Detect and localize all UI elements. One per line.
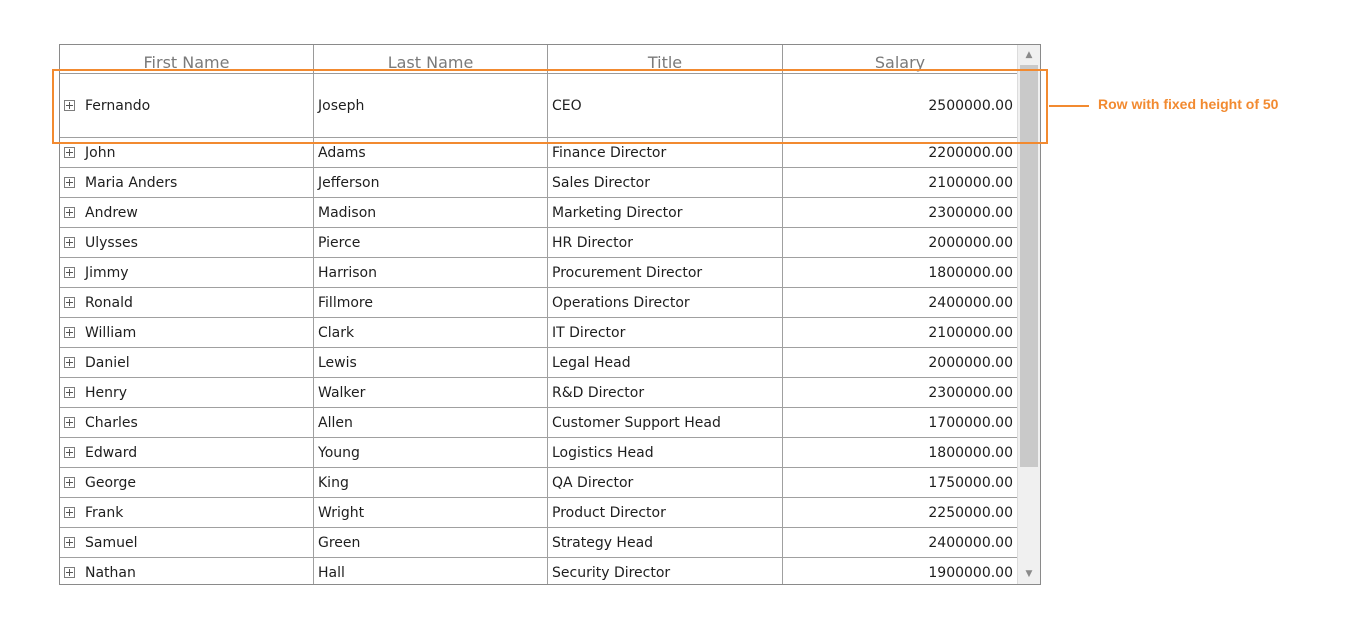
column-header-first-name[interactable]: First Name (60, 45, 314, 73)
cell-text: HR Director (552, 234, 633, 251)
expand-icon[interactable] (64, 537, 75, 548)
cell-title[interactable] (548, 498, 783, 527)
cell-text: Andrew (85, 204, 138, 221)
callout-label: Row with fixed height of 50 (1098, 96, 1279, 112)
cell-salary[interactable] (783, 498, 1018, 527)
expand-icon[interactable] (64, 357, 75, 368)
cell-salary[interactable] (783, 348, 1018, 377)
cell-title[interactable] (548, 408, 783, 437)
cell-first-name[interactable] (60, 468, 314, 497)
table-row[interactable] (60, 408, 1017, 438)
cell-text: William (85, 324, 137, 341)
cell-last-name[interactable] (314, 258, 548, 287)
cell-text: QA Director (552, 474, 634, 491)
cell-last-name[interactable] (314, 318, 548, 347)
cell-text: 2300000.00 (928, 204, 1013, 221)
cell-text: Harrison (318, 264, 377, 281)
cell-text: Walker (318, 384, 366, 401)
cell-title[interactable] (548, 168, 783, 197)
cell-text: 1750000.00 (928, 474, 1013, 491)
cell-text: 1800000.00 (928, 264, 1013, 281)
cell-text: Nathan (85, 564, 136, 581)
cell-text: 2400000.00 (928, 534, 1013, 551)
cell-text: 1700000.00 (928, 414, 1013, 431)
cell-first-name[interactable] (60, 198, 314, 227)
expand-icon[interactable] (64, 237, 75, 248)
cell-text: Young (318, 444, 360, 461)
cell-text: Ulysses (85, 234, 138, 251)
cell-salary[interactable] (783, 198, 1018, 227)
cell-last-name[interactable] (314, 228, 548, 257)
table-row[interactable] (60, 498, 1017, 528)
cell-text: Clark (318, 324, 355, 341)
table-row[interactable] (60, 168, 1017, 198)
expand-icon[interactable] (64, 267, 75, 278)
cell-text: 2000000.00 (928, 354, 1013, 371)
cell-last-name[interactable] (314, 498, 548, 527)
table-row[interactable] (60, 258, 1017, 288)
column-header-title[interactable]: Title (548, 45, 783, 73)
cell-last-name[interactable] (314, 438, 548, 467)
highlighted-row-frame (52, 69, 1048, 144)
cell-text: 2400000.00 (928, 294, 1013, 311)
cell-text: 2000000.00 (928, 234, 1013, 251)
cell-text: Jefferson (318, 174, 380, 191)
cell-text: Sales Director (552, 174, 650, 191)
cell-first-name[interactable] (60, 408, 314, 437)
cell-last-name[interactable] (314, 468, 548, 497)
cell-text: IT Director (552, 324, 626, 341)
cell-text: 2500000.00 (928, 97, 1013, 114)
cell-text: Marketing Director (552, 204, 683, 221)
cell-first-name[interactable] (60, 558, 314, 585)
cell-text: George (85, 474, 137, 491)
cell-first-name[interactable] (60, 438, 314, 467)
cell-salary[interactable] (783, 468, 1018, 497)
cell-text: Edward (85, 444, 138, 461)
cell-last-name[interactable] (314, 348, 548, 377)
cell-first-name[interactable] (60, 288, 314, 317)
cell-first-name[interactable] (60, 228, 314, 257)
cell-salary[interactable] (783, 438, 1018, 467)
expand-icon[interactable] (64, 417, 75, 428)
expand-icon[interactable] (64, 147, 75, 158)
cell-title[interactable] (548, 288, 783, 317)
cell-text: Joseph (318, 97, 365, 114)
expand-icon[interactable] (64, 327, 75, 338)
cell-first-name[interactable] (60, 168, 314, 197)
cell-text: Fernando (85, 97, 151, 114)
cell-last-name[interactable] (314, 528, 548, 557)
cell-title[interactable] (548, 258, 783, 287)
table-row[interactable] (60, 468, 1017, 498)
cell-first-name[interactable] (60, 498, 314, 527)
cell-text: 2100000.00 (928, 174, 1013, 191)
table-row[interactable] (60, 288, 1017, 318)
cell-title[interactable] (548, 528, 783, 557)
cell-title[interactable] (548, 438, 783, 467)
expand-icon[interactable] (64, 387, 75, 398)
cell-text: Frank (85, 504, 124, 521)
cell-text: Product Director (552, 504, 666, 521)
cell-text: Ronald (85, 294, 133, 311)
table-row[interactable] (60, 378, 1017, 408)
column-header-salary[interactable]: Salary (783, 45, 1018, 73)
expand-icon[interactable] (64, 507, 75, 518)
table-row[interactable] (60, 558, 1017, 585)
cell-text: Madison (318, 204, 377, 221)
expand-icon[interactable] (64, 567, 75, 578)
cell-text: Lewis (318, 354, 357, 371)
cell-first-name[interactable] (60, 378, 314, 407)
chevron-down-icon[interactable]: ▼ (1025, 569, 1033, 579)
cell-text: Fillmore (318, 294, 373, 311)
cell-title[interactable] (548, 378, 783, 407)
cell-salary[interactable] (783, 228, 1018, 257)
table-row[interactable] (60, 348, 1017, 378)
cell-text: Samuel (85, 534, 138, 551)
table-row[interactable] (60, 438, 1017, 468)
cell-text: John (85, 144, 116, 161)
table-row[interactable] (60, 198, 1017, 228)
table-row[interactable] (60, 528, 1017, 558)
expand-icon[interactable] (64, 447, 75, 458)
cell-salary[interactable] (783, 288, 1018, 317)
cell-text: Legal Head (552, 354, 631, 371)
cell-last-name[interactable] (314, 408, 548, 437)
cell-first-name[interactable] (60, 318, 314, 347)
cell-text: 2200000.00 (928, 144, 1013, 161)
expand-icon[interactable] (64, 477, 75, 488)
cell-last-name[interactable] (314, 198, 548, 227)
cell-text: 2300000.00 (928, 384, 1013, 401)
cell-text: 1800000.00 (928, 444, 1013, 461)
cell-first-name[interactable] (60, 528, 314, 557)
cell-title[interactable] (548, 318, 783, 347)
cell-text: Finance Director (552, 144, 667, 161)
cell-text: Logistics Head (552, 444, 654, 461)
cell-title[interactable] (548, 468, 783, 497)
cell-salary[interactable] (783, 408, 1018, 437)
cell-text: Henry (85, 384, 128, 401)
cell-last-name[interactable] (314, 288, 548, 317)
cell-text: 2250000.00 (928, 504, 1013, 521)
cell-text: Daniel (85, 354, 130, 371)
callout-connector (1049, 105, 1089, 107)
column-header-last-name[interactable]: Last Name (314, 45, 548, 73)
cell-text: Customer Support Head (552, 414, 721, 431)
cell-text: Maria Anders (85, 174, 178, 191)
cell-salary[interactable] (783, 168, 1018, 197)
expand-icon[interactable] (64, 177, 75, 188)
cell-title[interactable] (548, 198, 783, 227)
cell-salary[interactable] (783, 318, 1018, 347)
cell-text: R&D Director (552, 384, 645, 401)
expand-icon[interactable] (64, 297, 75, 308)
expand-icon[interactable] (64, 207, 75, 218)
cell-text: Jimmy (85, 264, 129, 281)
table-row[interactable] (60, 228, 1017, 258)
cell-text: 2100000.00 (928, 324, 1013, 341)
cell-text: Procurement Director (552, 264, 703, 281)
cell-text: Operations Director (552, 294, 690, 311)
cell-text: Allen (318, 414, 353, 431)
cell-last-name[interactable] (314, 168, 548, 197)
cell-text: 1900000.00 (928, 564, 1013, 581)
cell-text: Charles (85, 414, 138, 431)
chevron-up-icon[interactable]: ▲ (1025, 50, 1033, 60)
cell-salary[interactable] (783, 258, 1018, 287)
table-row[interactable] (60, 318, 1017, 348)
cell-text: Strategy Head (552, 534, 654, 551)
cell-last-name[interactable] (314, 558, 548, 585)
cell-text: Green (318, 534, 361, 551)
cell-text: Security Director (552, 564, 671, 581)
cell-text: Hall (318, 564, 345, 581)
cell-title[interactable] (548, 348, 783, 377)
cell-text: Wright (318, 504, 365, 521)
cell-text: Pierce (318, 234, 361, 251)
cell-salary[interactable] (783, 558, 1018, 585)
cell-first-name[interactable] (60, 258, 314, 287)
cell-last-name[interactable] (314, 378, 548, 407)
cell-salary[interactable] (783, 528, 1018, 557)
cell-salary[interactable] (783, 378, 1018, 407)
cell-title[interactable] (548, 228, 783, 257)
cell-text: King (318, 474, 349, 491)
cell-text: Adams (318, 144, 366, 161)
cell-text: CEO (552, 97, 582, 114)
cell-title[interactable] (548, 558, 783, 585)
cell-first-name[interactable] (60, 348, 314, 377)
